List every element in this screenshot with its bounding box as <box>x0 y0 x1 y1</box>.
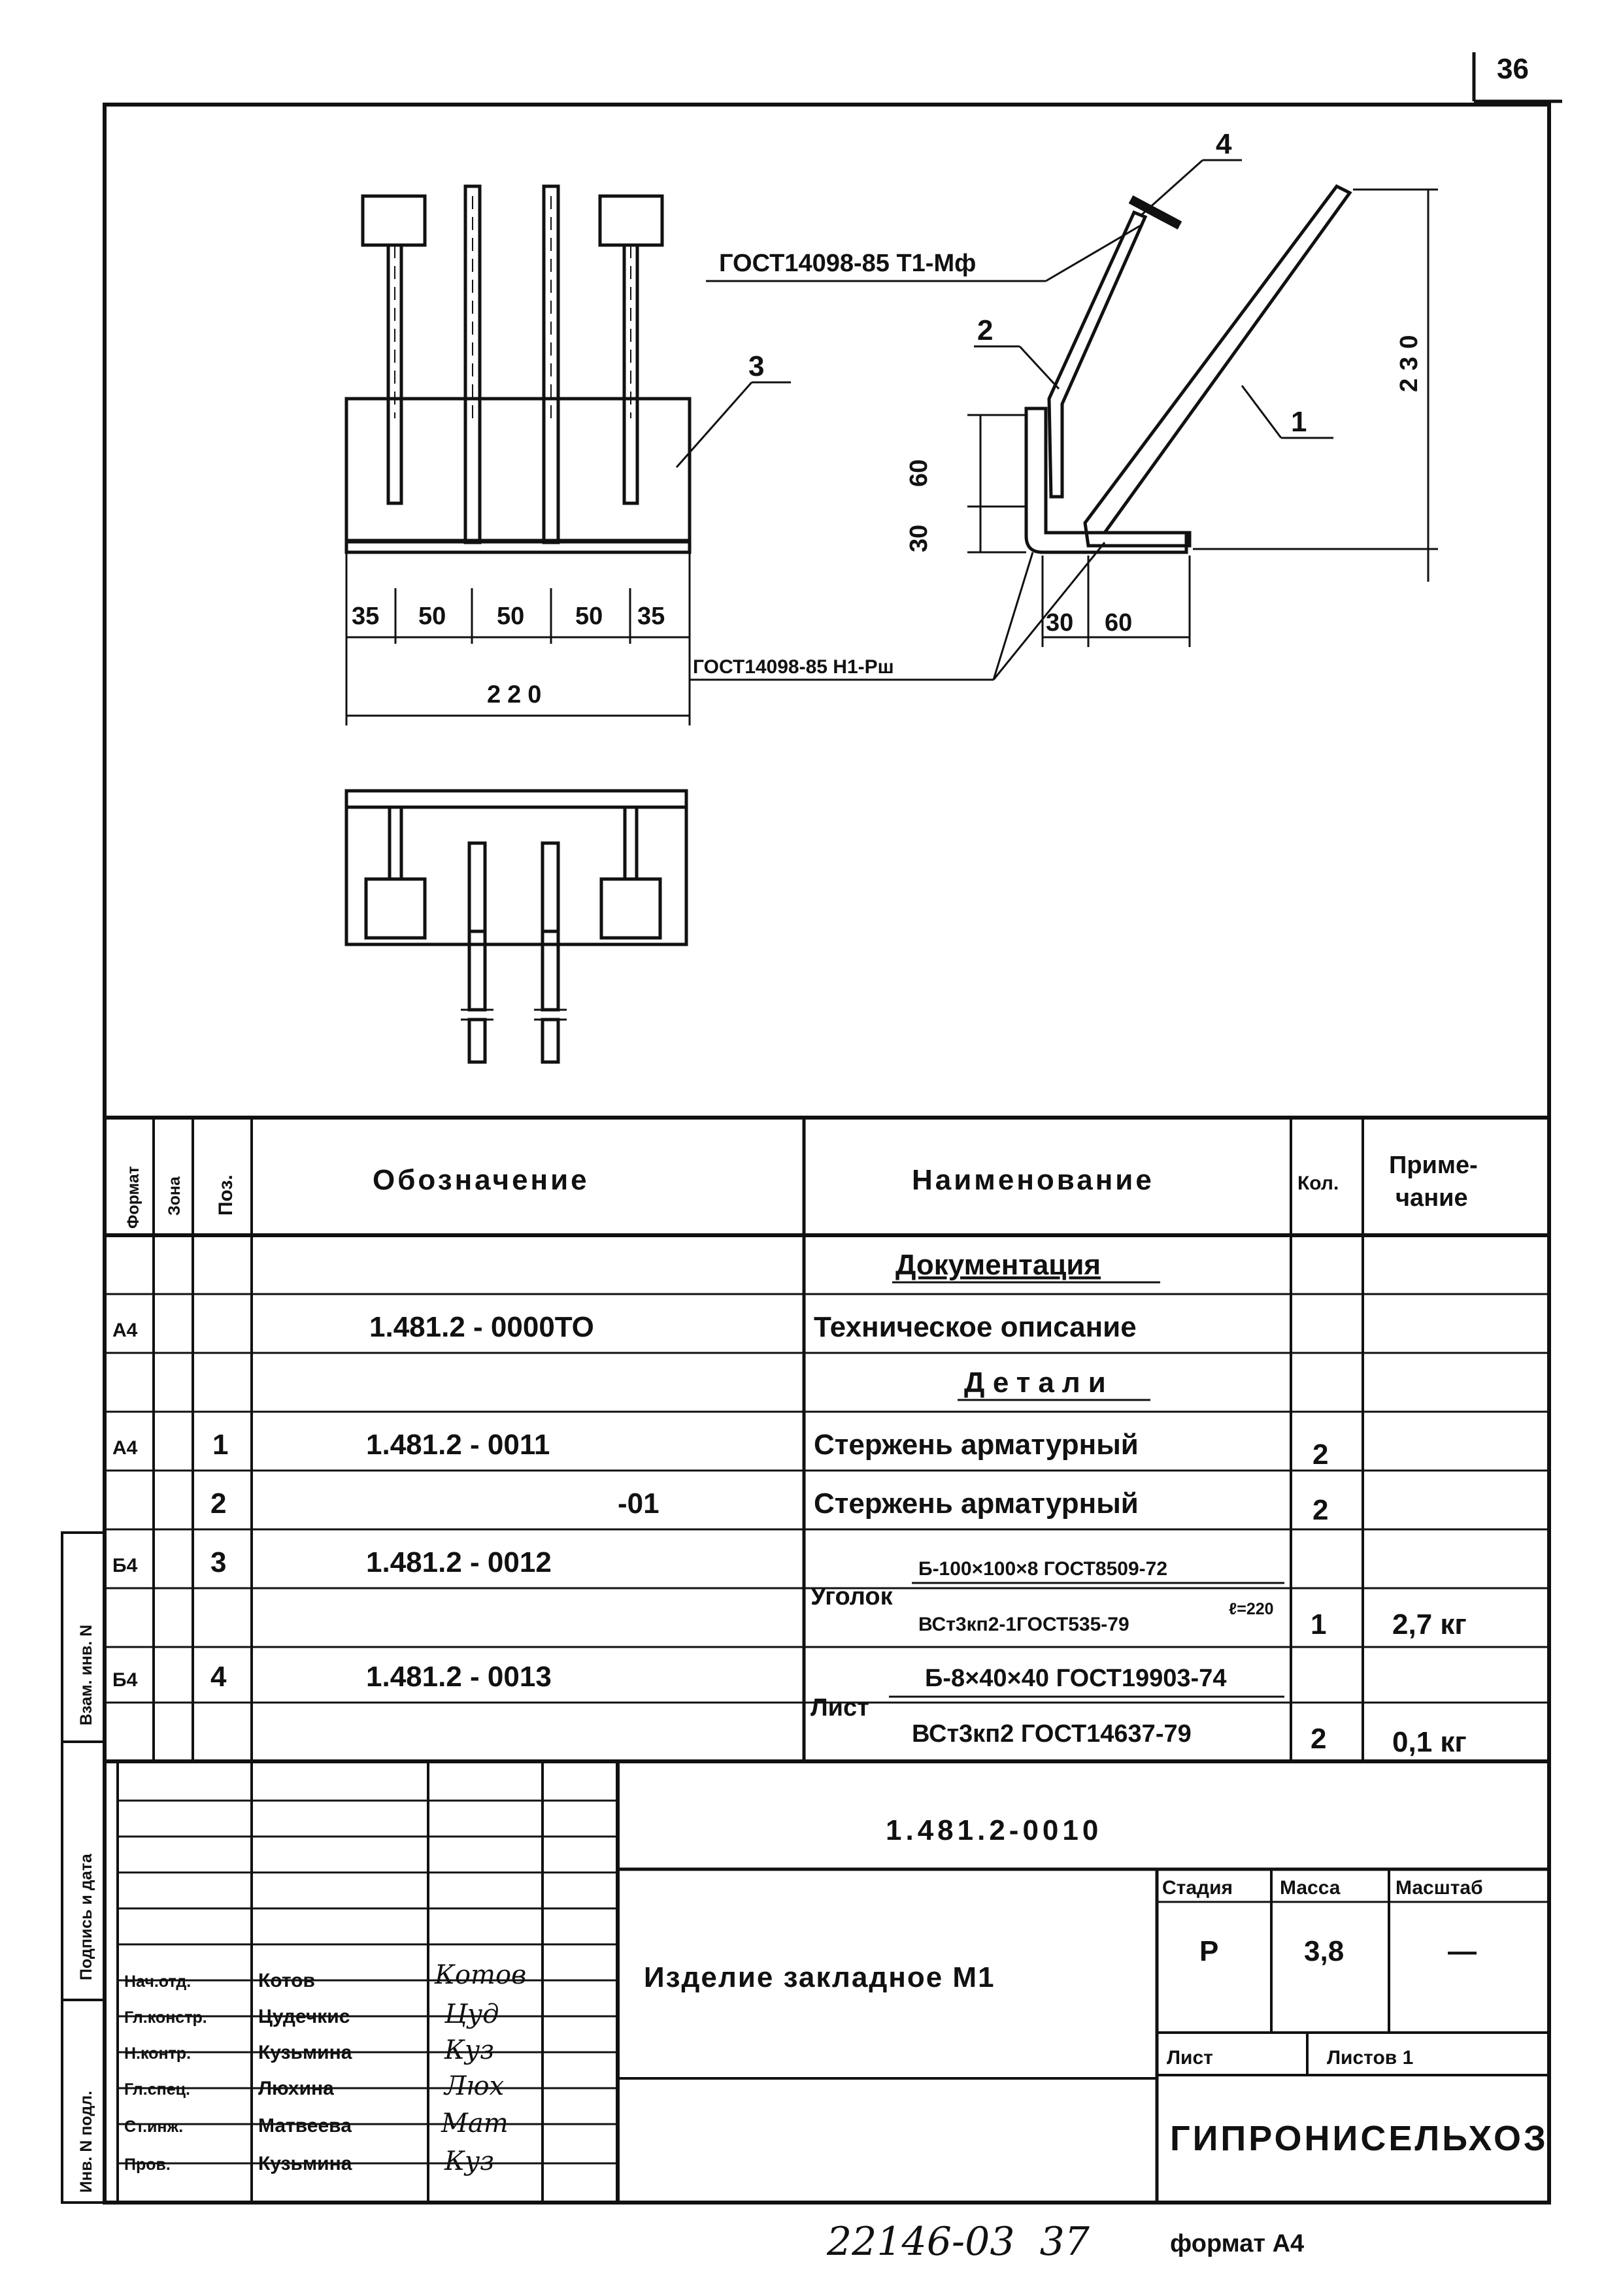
dim-50-b: 50 <box>497 603 525 630</box>
mass-label: Масса <box>1280 1877 1341 1899</box>
signature-5: Мат <box>441 2108 509 2138</box>
signature-1: Котов <box>435 1960 527 1990</box>
sig-name-4: Люхина <box>258 2078 334 2099</box>
sig-role-5: Ст.инж. <box>124 2118 184 2136</box>
sheets-label: Листов 1 <box>1327 2047 1414 2069</box>
row4-note: 2,7 кг <box>1392 1608 1467 1640</box>
rod-pos-2 <box>1049 212 1145 497</box>
row4-name-bottom: ВСт3кп2-1ГОСТ535-79 <box>918 1614 1129 1635</box>
row5-note: 0,1 кг <box>1392 1726 1467 1758</box>
footer-format: формат А4 <box>1170 2230 1305 2257</box>
dim-30-horizontal: 30 <box>1046 609 1074 637</box>
sig-role-3: Н.контр. <box>124 2044 192 2063</box>
margin-label-3: Инв. N подл. <box>77 2090 95 2193</box>
sig-name-5: Матвеева <box>258 2115 352 2137</box>
dim-30-vertical: 30 <box>905 524 933 552</box>
doc-number: 1.481.2-0010 <box>886 1814 1103 1846</box>
dim-60-horizontal: 60 <box>1105 609 1133 637</box>
row3-qty: 2 <box>1312 1494 1329 1526</box>
sheet-number: 36 <box>1497 53 1529 85</box>
row2-designation: 1.481.2 - 0011 <box>366 1429 550 1461</box>
header-zone: Зона <box>165 1176 184 1216</box>
doc-title: Изделие закладное М1 <box>644 1961 995 1993</box>
row3-name: Стержень арматурный <box>814 1488 1139 1520</box>
sig-name-1: Котов <box>258 1970 315 1991</box>
spec-row-3 <box>210 1488 1328 1526</box>
header-note-1: Приме- <box>1389 1152 1478 1179</box>
signature-6: Куз <box>444 2146 494 2176</box>
callout-2-label: 2 <box>977 314 994 346</box>
spec-row-1 <box>112 1311 1137 1343</box>
side-callouts <box>974 160 1333 438</box>
row5-name-bottom: ВСт3кп2 ГОСТ14637-79 <box>912 1720 1192 1748</box>
row5-name-top: Б-8×40×40 ГОСТ19903-74 <box>925 1665 1227 1692</box>
callout-1-label: 1 <box>1291 406 1307 438</box>
front-view-dims <box>352 603 665 708</box>
top-view <box>346 791 686 1062</box>
header-pos: Поз. <box>215 1174 237 1216</box>
weld-top-label: ГОСТ14098-85 Т1-Мф <box>719 250 977 277</box>
section-docs: Документация <box>895 1249 1101 1281</box>
row3-pos: 2 <box>210 1488 227 1520</box>
sig-role-4: Гл.спец. <box>124 2080 190 2099</box>
sig-name-3: Кузьмина <box>258 2042 352 2063</box>
header-format: Формат <box>124 1166 142 1229</box>
dim-50-c: 50 <box>575 603 603 630</box>
sig-name-2: Цудечкис <box>258 2006 350 2027</box>
row4-name-prefix: Уголок <box>811 1583 893 1610</box>
weld-bottom-label: ГОСТ14098-85 Н1-Рш <box>693 656 894 678</box>
callout-4-label: 4 <box>1216 128 1232 160</box>
row2-format: А4 <box>112 1437 138 1459</box>
sig-name-6: Кузьмина <box>258 2153 352 2174</box>
rod-pos-1 <box>1085 186 1350 546</box>
dim-35-right: 35 <box>637 603 665 630</box>
sig-role-2: Гл.констр. <box>124 2008 207 2027</box>
callout-3 <box>677 350 791 467</box>
signature-4: Люх <box>444 2071 505 2101</box>
header-note-2: чание <box>1395 1184 1468 1212</box>
plate-left <box>363 196 425 245</box>
row5-qty: 2 <box>1311 1723 1327 1755</box>
row5-format: Б4 <box>112 1669 138 1691</box>
row2-name: Стержень арматурный <box>814 1429 1139 1461</box>
header-designation: Обозначение <box>373 1164 590 1196</box>
sheet-number-box <box>1474 52 1562 101</box>
row4-format: Б4 <box>112 1555 138 1576</box>
row4-name-top: Б-100×100×8 ГОСТ8509-72 <box>918 1558 1168 1580</box>
row4-qty: 1 <box>1311 1608 1327 1640</box>
dim-overall-220: 220 <box>487 681 548 708</box>
side-view <box>967 186 1438 647</box>
margin-label-2: Подпись и дата <box>77 1854 95 1980</box>
spec-row-4 <box>112 1546 1467 1640</box>
side-view-dims <box>905 327 1423 637</box>
stage-label: Стадия <box>1162 1877 1233 1899</box>
row2-qty: 2 <box>1312 1439 1329 1471</box>
scale-value: — <box>1448 1935 1477 1967</box>
row5-designation: 1.481.2 - 0013 <box>366 1661 552 1693</box>
plate-top-right <box>601 879 660 938</box>
row4-pos: 3 <box>210 1546 227 1578</box>
dim-230: 230 <box>1395 327 1423 392</box>
row2-pos: 1 <box>212 1429 229 1461</box>
row4-name-suffix: ℓ=220 <box>1229 1600 1274 1618</box>
row5-name-prefix: Лист <box>811 1694 869 1722</box>
row1-designation: 1.481.2 - 0000ТО <box>369 1311 594 1343</box>
mass-value: 3,8 <box>1304 1935 1345 1967</box>
row3-designation: -01 <box>618 1488 660 1520</box>
organization: ГИПРОНИСЕЛЬХОЗ <box>1170 2119 1548 2158</box>
signatures <box>434 1960 526 2176</box>
header-qty: Кол. <box>1297 1173 1339 1194</box>
sig-role-1: Нач.отд. <box>124 1972 192 1991</box>
signature-rows <box>124 1970 352 2174</box>
front-view <box>346 186 690 725</box>
row1-name: Техническое описание <box>814 1311 1137 1343</box>
footer-number: 22146-03 37 <box>827 2219 1090 2265</box>
dim-35-left: 35 <box>352 603 380 630</box>
signature-3: Куз <box>444 2035 494 2065</box>
plate-right <box>600 196 662 245</box>
signature-2: Цуд <box>444 1999 499 2029</box>
dim-60-vertical: 60 <box>905 459 933 487</box>
plate-top-left <box>366 879 425 938</box>
spec-row-2 <box>112 1429 1328 1471</box>
dim-50-a: 50 <box>418 603 446 630</box>
header-name: Наименование <box>912 1164 1154 1196</box>
sheet-label: Лист <box>1167 2047 1213 2069</box>
scale-label: Масштаб <box>1395 1877 1483 1899</box>
section-parts: Детали <box>964 1367 1114 1399</box>
callout-3-label: 3 <box>748 350 765 382</box>
spec-row-5 <box>112 1661 1467 1758</box>
row4-designation: 1.481.2 - 0012 <box>366 1546 552 1578</box>
stage-value: Р <box>1199 1935 1219 1967</box>
row5-pos: 4 <box>210 1661 227 1693</box>
sig-role-6: Пров. <box>124 2155 171 2174</box>
row1-format: А4 <box>112 1320 138 1341</box>
margin-label-1: Взам. инв. N <box>77 1624 95 1725</box>
